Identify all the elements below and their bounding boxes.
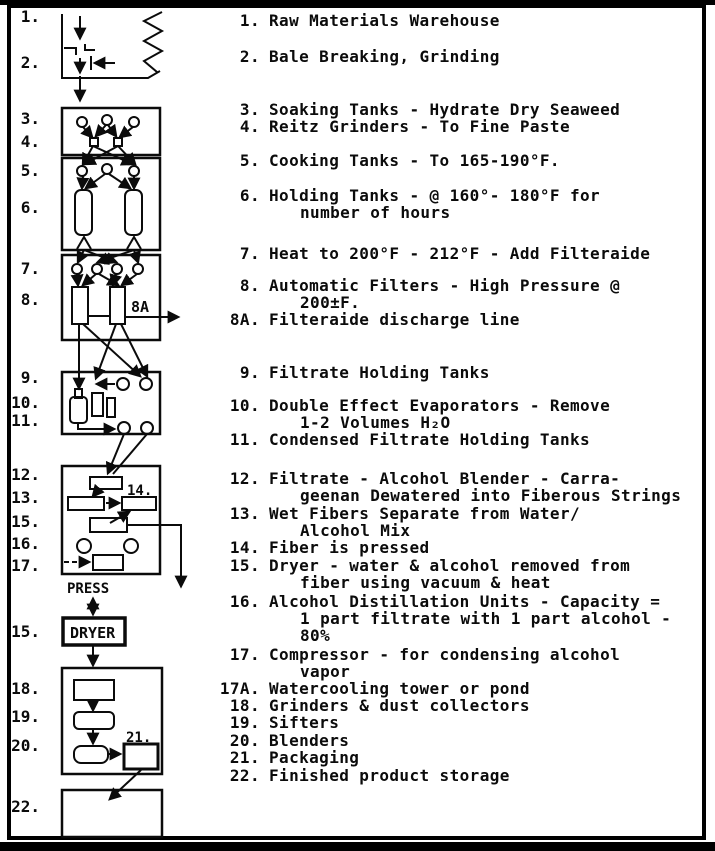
compressor [93,555,123,570]
legend-item-text [269,732,708,749]
legend-item-number: 7. [239,244,260,263]
blender-unit [74,746,108,763]
legend-item-text [269,714,708,731]
alcohol-blender [90,477,122,489]
legend-item [210,12,708,29]
diagram-label: 3. [20,109,40,128]
sifter [74,712,114,729]
legend-item-number: 6. [239,186,260,205]
legend-item-number: 1. [239,11,260,30]
legend-item-line: geenan Dewatered into Fiberous Strings [300,486,682,505]
legend-item-line: Filteraide discharge line [269,310,520,329]
legend-item-text [269,431,708,448]
legend-item-text [269,364,708,381]
legend-item-line: Alcohol Mix [300,521,411,540]
legend-item-text [269,557,708,591]
legend-item-number: 5. [239,151,260,170]
automatic-filter [72,287,88,324]
legend-item-line: Grinders & dust collectors [269,696,530,715]
diagram-label: 8. [20,290,40,309]
legend-item-line: Finished product storage [269,766,510,785]
diagram-label: 15. [11,512,40,531]
soaking-tanks-grinders-box [62,108,160,155]
legend-item-line: Wet Fibers Separate from Water/ [269,504,581,523]
diagram-label-8a: 8A [131,298,150,316]
legend-list [210,6,708,784]
legend-item-text [269,245,708,262]
fiber-separator [68,497,104,510]
legend-item-number: 14. [229,538,260,557]
legend-item-line: Cooking Tanks - To 165-190°F. [269,151,560,170]
legend-item [210,593,708,644]
legend-item [210,539,708,556]
legend-item [210,646,708,680]
legend-item-text [269,101,708,118]
legend-item-text [269,48,708,65]
diagram-label-14: 14. [127,483,153,499]
evaporator [92,393,103,416]
legend-item-line: 200±F. [300,293,361,312]
diagram-label: 22. [11,797,40,816]
legend-item [210,697,708,714]
legend-item [210,431,708,448]
filtrate-to-blender-lines [108,434,147,474]
legend-item-line: Holding Tanks - @ 160°- 180°F for [269,186,601,205]
legend-item-text [269,311,708,328]
packaging-box [124,744,158,769]
diagram-label: 9. [20,368,40,387]
legend-item-line: Double Effect Evaporators - Remove [269,396,611,415]
diagram-label: 18. [11,679,40,698]
legend-item [210,48,708,65]
legend-item [210,245,708,262]
legend-item-text [269,470,708,504]
distillation-unit [124,539,138,553]
dryer-label: DRYER [70,624,116,642]
diagram-label: 5. [20,161,40,180]
legend-item-line: Filtrate - Alcohol Blender - Carra- [269,469,621,488]
legend-item-number: 11. [229,430,260,449]
cooking-holding-tanks-box [62,158,160,250]
legend-item-line: Heat to 200°F - 212°F - Add Filteraide [269,244,651,263]
legend-item-text [269,397,708,431]
distillation-unit [77,539,91,553]
legend-item-text [269,749,708,766]
legend-item-line: 1 part filtrate with 1 part alcohol - [300,609,672,628]
grinder-dust-collector [74,680,114,700]
diagram-label: 19. [11,707,40,726]
legend-item-text [269,767,708,784]
legend-item-line: vapor [300,662,351,681]
legend-item-number: 3. [239,100,260,119]
legend-item-line: Compressor - for condensing alcohol [269,645,621,664]
legend-item [210,505,708,539]
legend-item-text [269,646,708,680]
legend-item [210,732,708,749]
diagram-label: 10. [11,393,40,412]
legend-item-number: 17. [229,645,260,664]
legend-item-line: Automatic Filters - High Pressure @ [269,276,621,295]
legend-item-text [269,593,708,644]
legend-item-number: 2. [239,47,260,66]
filter-to-filtrate-lines [79,324,147,388]
legend-item-line: Raw Materials Warehouse [269,11,500,30]
diagram-label: 6. [20,198,40,217]
legend-item-line: number of hours [300,203,451,222]
diagram-number-column [11,7,40,816]
holding-tank [75,190,92,235]
legend-item-number: 19. [229,713,260,732]
legend-item-text [269,187,708,221]
legend-item [210,118,708,135]
holding-tank [125,190,142,235]
legend-item-number: 22. [229,766,260,785]
legend-item-line: Watercooling tower or pond [269,679,530,698]
legend-item-line: Alcohol Distillation Units - Capacity = [269,592,661,611]
vapor-line [127,525,181,586]
legend-item-line: 80% [300,626,331,645]
diagram-label: 11. [11,411,40,430]
legend-item-line: 1-2 Volumes H₂O [300,413,451,432]
diagram-label: 13. [11,488,40,507]
legend-item-text [269,505,708,539]
diagram-label: 17. [11,556,40,575]
legend-item-number: 18. [229,696,260,715]
diagram-label: 15. [11,622,40,641]
legend-item-line: Fiber is pressed [269,538,430,557]
diagram-label: 20. [11,736,40,755]
legend-item [210,470,708,504]
process-flow-diagram [0,0,230,851]
legend-item-text [269,680,708,697]
legend-item [210,714,708,731]
legend-item-number: 17A. [219,679,260,698]
legend-item-line: Bale Breaking, Grinding [269,47,500,66]
filtrate-evaporator-box [62,372,160,434]
legend-item-line: Soaking Tanks - Hydrate Dry Seaweed [269,100,621,119]
legend-item-number: 10. [229,396,260,415]
legend-item-text [269,152,708,169]
legend-item [210,749,708,766]
diagram-label: 2. [20,53,40,72]
legend-item-number: 8A. [229,310,260,329]
legend-item-number: 15. [229,556,260,575]
legend-item-line: Filtrate Holding Tanks [269,363,490,382]
press-label: PRESS [67,581,110,597]
legend-item-line: Blenders [269,731,350,750]
diagram-label: 1. [20,7,40,26]
legend-item-number: 16. [229,592,260,611]
evaporator [107,398,115,417]
legend-item [210,767,708,784]
legend-item-line: fiber using vacuum & heat [300,573,551,592]
legend-item-line: Packaging [269,748,360,767]
legend-item [210,397,708,431]
legend-item [210,101,708,118]
legend-item-number: 21. [229,748,260,767]
blender-press-box [62,466,181,586]
legend-item-line: Dryer - water & alcohol removed from [269,556,631,575]
legend-item [210,311,708,328]
warehouse-bale-breaking-section [62,12,162,100]
legend-item [210,364,708,381]
legend-item [210,277,708,311]
diagram-label: 16. [11,534,40,553]
legend-item-text [269,539,708,556]
bale-zigzag [144,12,162,72]
legend-item-line: Condensed Filtrate Holding Tanks [269,430,591,449]
legend-item [210,680,708,697]
legend-item-number: 8. [239,276,260,295]
condensate-tank [70,397,87,423]
legend-item-text [269,277,708,311]
legend-item-number: 20. [229,731,260,750]
legend-item-number: 12. [229,469,260,488]
legend-item-number: 9. [239,363,260,382]
diagram-label: 12. [11,465,40,484]
legend-item [210,152,708,169]
legend-item-text [269,118,708,135]
legend-item-line: Reitz Grinders - To Fine Paste [269,117,570,136]
diagram-label: 7. [20,259,40,278]
legend-item-text [269,12,708,29]
legend-item-line: Sifters [269,713,340,732]
legend-item [210,187,708,221]
legend-item-number: 4. [239,117,260,136]
legend-item-number: 13. [229,504,260,523]
diagram-label: 4. [20,132,40,151]
legend-item [210,557,708,591]
automatic-filter [110,287,125,324]
diagram-label-21: 21. [126,730,152,746]
dryer-unit [90,518,127,532]
legend-item-text [269,697,708,714]
